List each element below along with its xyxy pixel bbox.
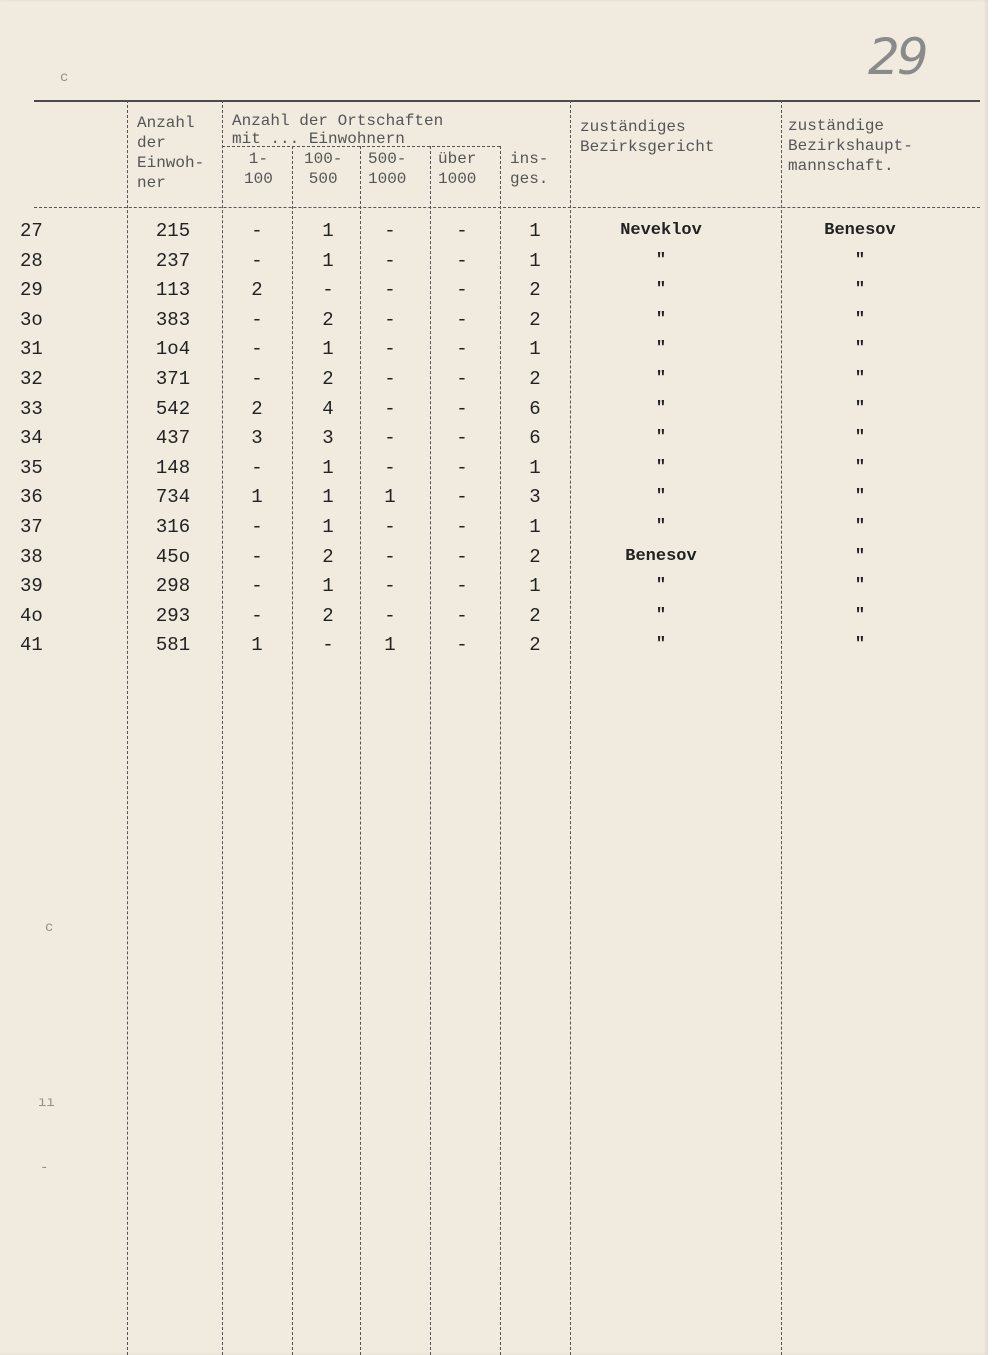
range-100-500-cell: 2 [322,546,334,568]
range-100-500-cell: 1 [322,250,334,272]
inhabitants-cell: 113 [155,279,191,301]
range-100-500-cell: - [322,279,334,301]
district-court-cell: " [655,369,667,388]
district-court-cell: " [655,310,667,329]
range-1-100-cell: - [251,605,263,627]
district-court-cell: Benesov [625,547,697,566]
district-office-cell: " [854,547,866,566]
total-cell: 1 [529,457,541,479]
district-office-cell: " [854,458,866,477]
row-number: 28 [20,250,43,272]
range-1-100-cell: - [251,516,263,538]
row-number: 27 [20,220,43,242]
range-500-1000-cell: - [384,368,396,390]
inhabitants-cell: 383 [155,309,191,331]
page-number: 29 [868,28,926,86]
range-1-100-cell: 1 [251,486,263,508]
header-range-500-1000: 500- 1000 [368,150,407,188]
header-range-100-500: 100- 500 [304,150,343,188]
over-1000-cell: - [456,634,468,656]
row-number: 32 [20,368,43,390]
district-office-cell: " [854,280,866,299]
margin-mark: c [45,920,54,936]
district-office-cell: " [854,606,866,625]
range-1-100-cell: 3 [251,427,263,449]
inhabitants-cell: 734 [155,486,191,508]
range-500-1000-cell: - [384,457,396,479]
row-number: 4o [20,605,43,627]
range-100-500-cell: 2 [322,368,334,390]
header-over-1000: über 1000 [438,150,477,188]
inhabitants-cell: 45o [155,546,191,568]
district-court-cell: " [655,635,667,654]
district-office-cell: " [854,576,866,595]
district-office-cell: " [854,310,866,329]
over-1000-cell: - [456,546,468,568]
over-1000-cell: - [456,309,468,331]
range-500-1000-cell: - [384,279,396,301]
district-court-cell: " [655,251,667,270]
total-cell: 2 [529,309,541,331]
range-500-1000-cell: - [384,398,396,420]
total-cell: 2 [529,368,541,390]
range-100-500-cell: 1 [322,516,334,538]
range-100-500-cell: 1 [322,220,334,242]
range-100-500-cell: 1 [322,486,334,508]
range-1-100-cell: - [251,250,263,272]
row-number: 41 [20,634,43,656]
range-100-500-cell: 1 [322,457,334,479]
total-cell: 1 [529,575,541,597]
range-1-100-cell: - [251,309,263,331]
district-court-cell: " [655,399,667,418]
district-court-cell: " [655,280,667,299]
district-office-cell: " [854,487,866,506]
over-1000-cell: - [456,279,468,301]
top-rule [34,100,980,102]
inhabitants-cell: 237 [155,250,191,272]
margin-mark: ıı [38,1095,55,1111]
range-100-500-cell: - [322,634,334,656]
range-1-100-cell: - [251,220,263,242]
inhabitants-cell: 316 [155,516,191,538]
column-line [127,100,128,1355]
range-1-100-cell: 2 [251,279,263,301]
district-office-cell: " [854,635,866,654]
margin-mark: - [40,1160,49,1176]
inhabitants-cell: 215 [155,220,191,242]
total-cell: 2 [529,634,541,656]
header-district-court: zuständiges Bezirksgericht [580,118,715,156]
inhabitants-cell: 581 [155,634,191,656]
inhabitants-cell: 371 [155,368,191,390]
range-500-1000-cell: - [384,427,396,449]
range-1-100-cell: - [251,368,263,390]
total-cell: 1 [529,250,541,272]
district-court-cell: " [655,339,667,358]
total-cell: 6 [529,427,541,449]
district-court-cell: " [655,458,667,477]
district-office-cell: " [854,251,866,270]
total-cell: 2 [529,546,541,568]
district-court-cell: " [655,517,667,536]
total-cell: 6 [529,398,541,420]
inhabitants-cell: 293 [155,605,191,627]
over-1000-cell: - [456,338,468,360]
range-500-1000-cell: - [384,220,396,242]
total-cell: 2 [529,279,541,301]
over-1000-cell: - [456,486,468,508]
range-500-1000-cell: - [384,546,396,568]
over-1000-cell: - [456,516,468,538]
district-office-cell: " [854,517,866,536]
header-district-office: zuständige Bezirkshaupt- mannschaft. [788,117,913,175]
range-100-500-cell: 1 [322,575,334,597]
range-1-100-cell: - [251,575,263,597]
district-court-cell: Neveklov [620,221,702,240]
over-1000-cell: - [456,605,468,627]
inhabitants-cell: 298 [155,575,191,597]
range-500-1000-cell: 1 [384,634,396,656]
header-localities: Anzahl der Ortschaften mit ... Einwohnern [232,112,444,148]
district-office-cell: " [854,428,866,447]
over-1000-cell: - [456,575,468,597]
over-1000-cell: - [456,250,468,272]
range-1-100-cell: - [251,457,263,479]
range-1-100-cell: - [251,546,263,568]
range-100-500-cell: 3 [322,427,334,449]
header-inhabitants: Anzahl der Einwoh- ner [137,114,205,192]
total-cell: 1 [529,338,541,360]
over-1000-cell: - [456,427,468,449]
total-cell: 2 [529,605,541,627]
range-100-500-cell: 2 [322,309,334,331]
inhabitants-cell: 542 [155,398,191,420]
row-number: 34 [20,427,43,449]
total-cell: 3 [529,486,541,508]
inhabitants-cell: 1o4 [155,338,191,360]
district-office-cell: Benesov [824,221,896,240]
district-court-cell: " [655,487,667,506]
range-500-1000-cell: - [384,338,396,360]
header-bottom-rule [34,207,980,208]
row-number: 29 [20,279,43,301]
district-office-cell: " [854,339,866,358]
range-500-1000-cell: - [384,250,396,272]
range-1-100-cell: 2 [251,398,263,420]
row-number: 38 [20,546,43,568]
district-court-cell: " [655,576,667,595]
range-500-1000-cell: - [384,575,396,597]
row-number: 37 [20,516,43,538]
range-1-100-cell: 1 [251,634,263,656]
row-number: 36 [20,486,43,508]
range-1-100-cell: - [251,338,263,360]
range-100-500-cell: 2 [322,605,334,627]
row-number: 3o [20,309,43,331]
margin-mark: c [60,70,69,86]
row-number: 31 [20,338,43,360]
over-1000-cell: - [456,368,468,390]
inhabitants-cell: 437 [155,427,191,449]
header-range-1-100: 1- 100 [244,150,273,188]
row-number: 33 [20,398,43,420]
range-100-500-cell: 1 [322,338,334,360]
total-cell: 1 [529,220,541,242]
district-office-cell: " [854,399,866,418]
over-1000-cell: - [456,398,468,420]
range-100-500-cell: 4 [322,398,334,420]
header-total: ins- ges. [510,150,549,188]
range-500-1000-cell: - [384,516,396,538]
total-cell: 1 [529,516,541,538]
range-500-1000-cell: - [384,309,396,331]
range-500-1000-cell: 1 [384,486,396,508]
row-number: 35 [20,457,43,479]
inhabitants-cell: 148 [155,457,191,479]
district-court-cell: " [655,428,667,447]
district-court-cell: " [655,606,667,625]
district-office-cell: " [854,369,866,388]
range-500-1000-cell: - [384,605,396,627]
over-1000-cell: - [456,220,468,242]
row-number: 39 [20,575,43,597]
over-1000-cell: - [456,457,468,479]
